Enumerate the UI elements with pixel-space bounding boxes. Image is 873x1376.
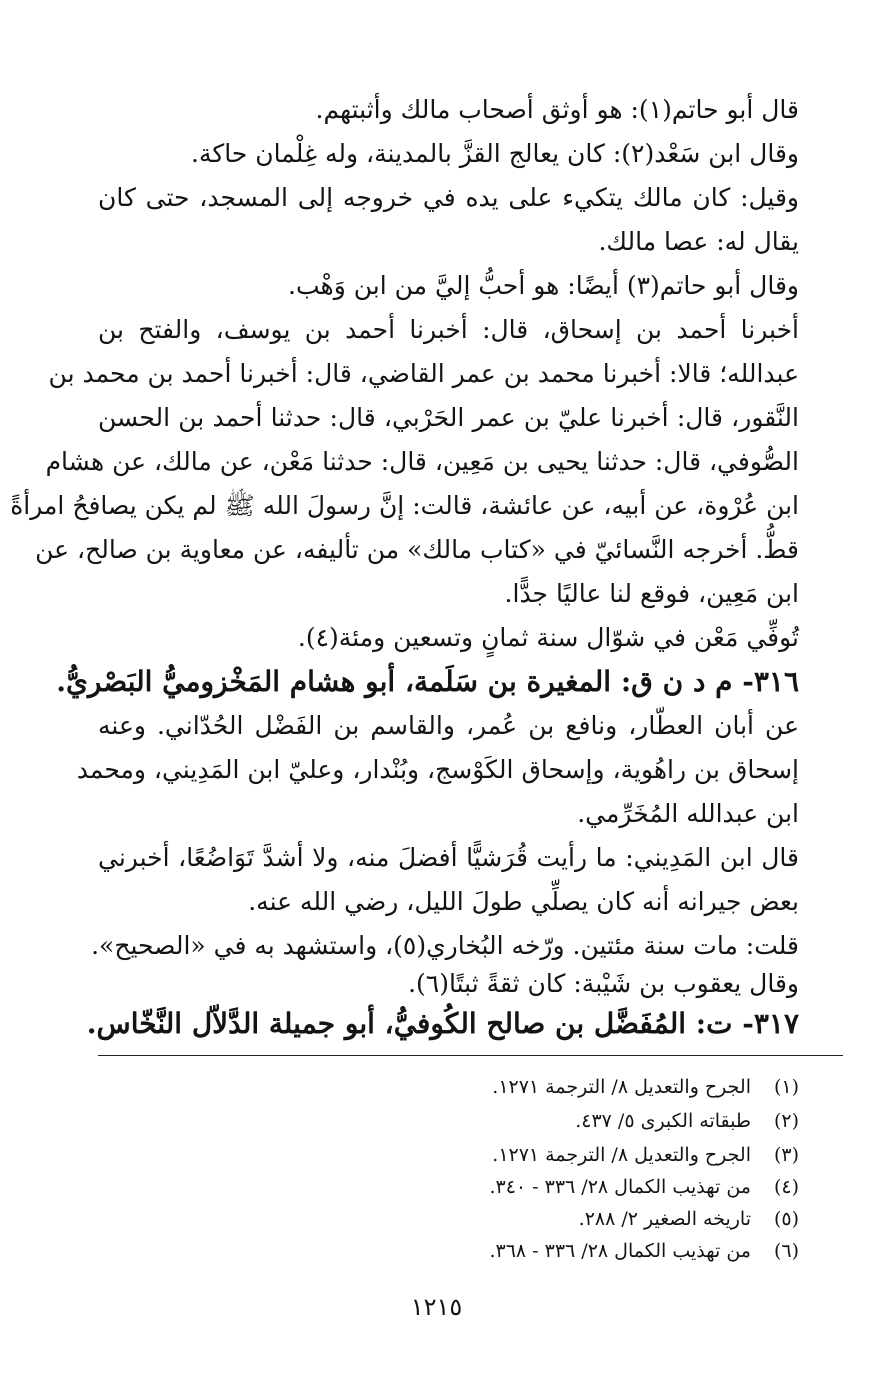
footnote — [300, 1072, 799, 1102]
body-line: بعض جيرانه أنه كان يصلِّي طولَ الليل، رضي الله عنه. — [248, 887, 799, 916]
body-line: يقال له: عصا مالك. — [598, 227, 799, 256]
footnote — [300, 1140, 799, 1170]
body-line: تُوفِّي مَعْن في شوّال سنة ثمانٍ وتسعين ومئة(٤). — [297, 623, 799, 652]
footnote-text: الجرح والتعديل ٨/ الترجمة ١٢٧١. — [492, 1076, 751, 1098]
body-line: إسحاق بن راهُوية، وإسحاق الكَوْسج، وبُنْدار، وعليّ ابن المَدِيني، ومحمد — [76, 755, 799, 784]
footnote — [300, 1172, 799, 1202]
footnote — [300, 1236, 799, 1266]
body-line: قلت: مات سنة مئتين. ورّخه البُخاري(٥)، واستشهد به في «الصحيح». — [91, 931, 799, 960]
body-line: ابن مَعِين، فوقع لنا عاليًا جدًّا. — [504, 579, 799, 608]
body-line: قطُّ. أخرجه النَّسائيّ في «كتاب مالك» من تأليفه، عن معاوية بن صالح، عن — [35, 535, 799, 564]
footnote — [300, 1106, 799, 1136]
footnote-number: (٥) — [773, 1208, 799, 1230]
entry-heading-316: ٣١٦- م د ن ق: المغيرة بن سَلَمة، أبو هشام المَخْزوميُّ البَصْريُّ. — [56, 665, 799, 698]
footnote-number: (١) — [773, 1076, 799, 1098]
entry-heading-317: ٣١٧- ت: المُفَضَّل بن صالح الكُوفيُّ، أبو جميلة الدَّلاّل النَّخّاس. — [86, 1007, 799, 1040]
body-line: وقال يعقوب بن شَيْبة: كان ثقةً ثبتًا(٦). — [408, 969, 799, 998]
body-line: وقيل: كان مالك يتكيء على يده في خروجه إلى المسجد، حتى كان — [98, 183, 799, 212]
footnote — [300, 1204, 799, 1234]
footnote-number: (٣) — [773, 1144, 799, 1166]
footnote-text: من تهذيب الكمال ٢٨/ ٣٣٦ - ٣٤٠. — [489, 1176, 751, 1198]
footnote-number: (٦) — [773, 1240, 799, 1262]
body-line: قال ابن المَدِيني: ما رأيت قُرَشيًّا أفضلَ منه، ولا أشدَّ تَوَاضُعًا، أخبرني — [98, 843, 799, 872]
footnote-text: الجرح والتعديل ٨/ الترجمة ١٢٧١. — [492, 1144, 751, 1166]
body-line: النَّقور، قال: أخبرنا عليّ بن عمر الحَرْبي، قال: حدثنا أحمد بن الحسن — [98, 403, 799, 432]
footnote-divider — [98, 1055, 843, 1056]
body-line: ابن عُرْوة، عن أبيه، عن عائشة، قالت: إنَّ رسولَ الله ﷺ لم يكن يصافحُ امرأةً — [10, 491, 799, 520]
footnote-text: طبقاته الكبرى ٥/ ٤٣٧. — [575, 1110, 751, 1132]
body-line: ابن عبدالله المُخَرِّمي. — [577, 799, 799, 828]
body-line: أخبرنا أحمد بن إسحاق، قال: أخبرنا أحمد بن يوسف، والفتح بن — [98, 315, 799, 344]
body-line: وقال ابن سَعْد(٢): كان يعالج القزَّ بالمدينة، وله غِلْمان حاكة. — [191, 139, 799, 168]
footnote-text: من تهذيب الكمال ٢٨/ ٣٣٦ - ٣٦٨. — [489, 1240, 751, 1262]
footnote-number: (٤) — [773, 1176, 799, 1198]
body-line: قال أبو حاتم(١): هو أوثق أصحاب مالك وأثبتهم. — [315, 95, 799, 124]
body-line: الصُّوفي، قال: حدثنا يحيى بن مَعِين، قال: حدثنا مَعْن، عن مالك، عن هشام — [45, 447, 799, 476]
page-number: ١٢١٥ — [410, 1293, 463, 1321]
footnote-number: (٢) — [773, 1110, 799, 1132]
body-line: عن أبان العطّار، ونافع بن عُمر، والقاسم بن الفَضْل الحُدّاني. وعنه — [98, 711, 799, 740]
body-line: وقال أبو حاتم(٣) أيضًا: هو أحبُّ إليَّ من ابن وَهْب. — [288, 271, 799, 300]
footnote-text: تاريخه الصغير ٢/ ٢٨٨. — [578, 1208, 751, 1230]
body-line: عبدالله؛ قالا: أخبرنا محمد بن عمر القاضي، قال: أخبرنا أحمد بن محمد بن — [48, 359, 799, 388]
